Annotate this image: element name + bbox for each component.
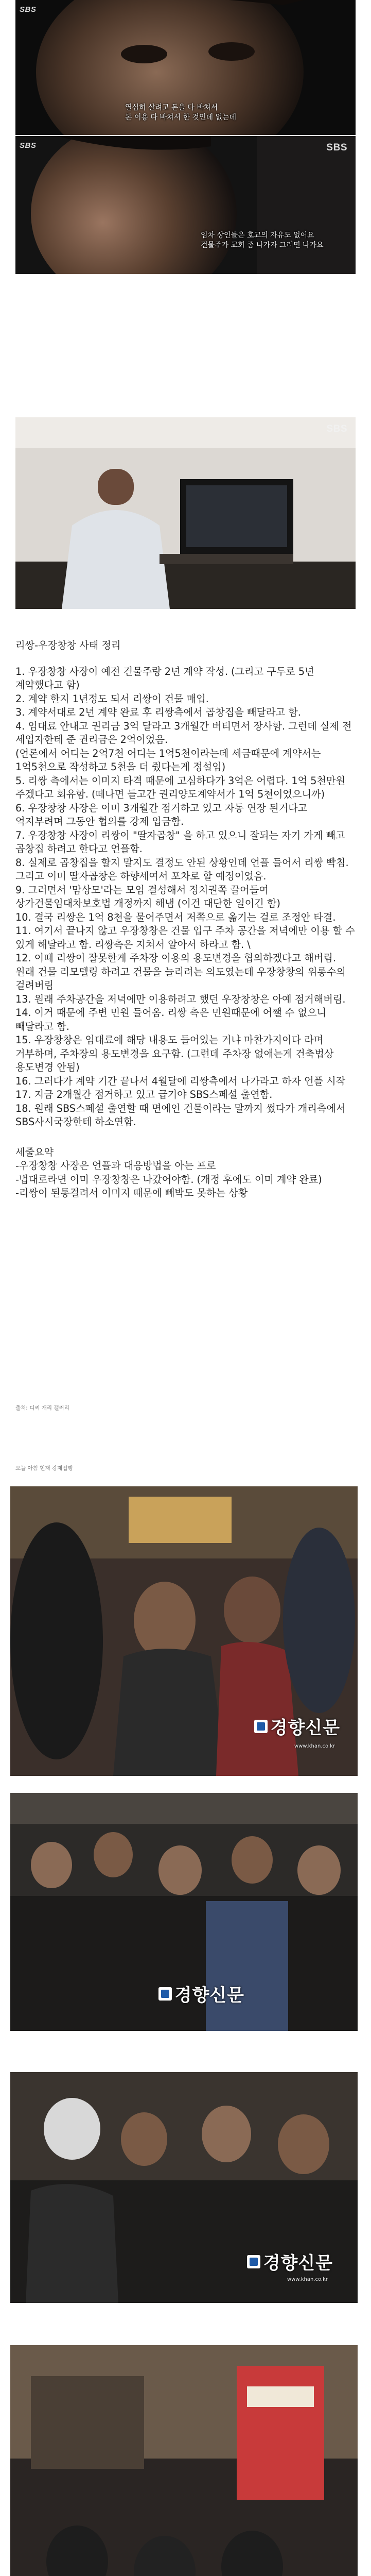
news-photo-3: [10, 2072, 358, 2303]
article-paragraph: 2. 계약 한지 1년정도 되서 리쌍이 건물 매입.: [15, 692, 209, 705]
article-title: 리쌍-우장창창 사태 정리: [15, 639, 121, 651]
news-photo-2: [10, 1793, 358, 2031]
sbs-channel-logo-3: SBS: [326, 423, 347, 434]
press-name: 경향신문: [263, 2253, 333, 2274]
article-paragraph: 17. 지금 2개월간 점거하고 있고 급기야 SBS스페셜 출연함.: [15, 1089, 273, 1100]
video-subtitle-1a: 열심히 살려고 돈을 다 바쳐서: [125, 104, 218, 112]
press-watermark-3: [247, 2249, 333, 2274]
video-subtitle-2b: 건물주가 교회 좀 나가자 그러면 나가요: [201, 241, 324, 249]
article-paragraph: 16. 그러다가 계약 기간 끝나서 4월달에 리쌍측에서 나가라고 하자 언플 시작: [15, 1075, 346, 1087]
press-name: 경향신문: [174, 1985, 244, 2006]
man-at-computer-image: [15, 417, 356, 609]
photo-caption: 오늘 아침 현재 강제집행: [15, 1465, 73, 1471]
press-url: www.khan.co.kr: [294, 1743, 335, 1749]
article-paragraph: 5. 리쌍 측에서는 이미지 타격 때문에 고심하다가 3억은 어렵다. 1억 5천만원 주겠다고 회유함. (떼나면 들고간 권리양도계약서가 1억 5천이었으니까): [15, 774, 349, 800]
press-logo-icon: [158, 1987, 172, 2001]
news-photo-4: [10, 2345, 358, 2576]
article-paragraph: 13. 원래 주차공간을 저녁에만 이용하려고 했던 우장창창은 아예 점거해버림.: [15, 993, 346, 1005]
video-subtitle-1b: 돈 이용 다 바쳐서 한 것인데 없는데: [125, 113, 237, 122]
press-url: www.khan.co.kr: [287, 2277, 328, 2282]
press-watermark-1: [254, 1714, 340, 1739]
article-paragraph: 15. 우장창창은 임대료에 해당 내용도 들어있는 거냐 마찬가지이다 라며 거부하며, 주차장의 용도변경을 요구함. (그런데 주차장 없애는게 건축법상 용도변경 안됨): [15, 1034, 337, 1073]
article-paragraphs: [15, 665, 358, 1129]
article-paragraph: (언론에서 어디는 2억7천 어디는 1억5천이라는데 세금때문에 계약서는 1억5천으로 작성하고 5천을 더 줬다는게 정설임): [15, 747, 324, 773]
sbs-channel-logo: SBS: [326, 142, 347, 153]
article-paragraph: 7. 우장창창 사장이 리쌍이 "딸자곱창" 을 하고 있으니 잘되는 자기 가게 빼고 곱창집 하려고 한다고 언플함.: [15, 829, 348, 855]
summary-title: 세줄요약: [15, 1146, 54, 1158]
video-frame-3: [15, 417, 356, 609]
article-paragraph: 1. 우장창창 사장이 예전 건물주랑 2년 계약 작성. (그리고 구두로 5년 계약했다고 함): [15, 665, 317, 691]
sbs-special-logo: SBS: [20, 5, 37, 14]
news-photo-1: [10, 1486, 358, 1776]
article-paragraph: 4. 임대료 안내고 권리금 3억 달라고 3개월간 버티면서 장사함. 그런데 실제 전 세입자한테 준 권리금은 2억이었음.: [15, 720, 355, 745]
video-frame-2: [15, 136, 356, 274]
article-body: [15, 639, 358, 1200]
press-watermark-2: [158, 1981, 244, 2006]
source-caption: 출처: 디씨 개리 갤러리: [15, 1405, 69, 1411]
video-frame-1: [15, 0, 356, 135]
article-paragraph: 9. 그러면서 '맘상모'라는 모임 결성해서 정치권쪽 끌어들여 상가건물임대차보호법 개정까지 해냄 (이건 대단한 일이긴 함): [15, 884, 280, 909]
video-subtitle-2a: 임차 상인들은 호교의 자유도 없어요: [201, 231, 314, 240]
eviction-street-image-4: [10, 2345, 358, 2576]
summary-item: -우장창창 사장은 언플과 대응방법을 아는 프로: [15, 1160, 216, 1172]
summary-item: -리쌍이 된통걸려서 이미지 때문에 빼박도 못하는 상황: [15, 1187, 248, 1199]
press-logo-icon: [247, 2255, 260, 2268]
article-paragraph: 12. 이때 리쌍이 잘못한게 주차장 이용의 용도변경을 협의하겠다고 해버림. 원래 건물 리모델링 하려고 건물을 늘리려는 의도였는데 우장창창의 위롱수의 걸려버림: [15, 952, 349, 991]
summary-list: [15, 1159, 355, 1200]
article-paragraph: 11. 여기서 끝나지 않고 우장창창은 건물 입구 주차 공간을 저녁에만 이용 할 수 있게 해달라고 함. 리쌍측은 지쳐서 알아서 하라고 함. \: [15, 925, 358, 951]
article-paragraph: 10. 결국 리쌍은 1억 8천을 물어주면서 저쪽으로 옮기는 걸로 조정안 타결.: [15, 911, 336, 923]
article-paragraph: 14. 이거 때문에 주변 민원 들어옴. 리쌍 측은 민원때문에 어쨀 수 없으니 빼달라고 함.: [15, 1007, 330, 1032]
article-paragraph: 18. 원래 SBS스페셜 출연할 때 면에인 건물이라는 말까지 썼다가 개리측에서 SBS사시국장한테 하소연함.: [15, 1102, 349, 1128]
article-paragraph: 3. 계약서대로 2년 계약 완료 후 리쌍측에서 곱창집을 빼달라고 함.: [15, 706, 301, 718]
press-name: 경향신문: [270, 1718, 340, 1738]
press-logo-icon: [254, 1720, 268, 1733]
summary-item: -법대로라면 이미 우장창창은 나갔어야함. (개정 후에도 이미 계약 완료): [15, 1173, 322, 1185]
article-paragraph: 6. 우장창창 사장은 이미 3개월간 점거하고 있고 자동 연장 된거다고 억지부려며 그동안 협의를 강제 입금함.: [15, 802, 311, 827]
article-paragraph: 8. 실제로 곱창집을 할지 말지도 결정도 안된 상황인데 언플 들어서 리쌍 빡침. 그리고 이미 딸자곱창은 하향세여서 포차로 할 예정이었음.: [15, 856, 352, 882]
interview-face-image: [15, 136, 356, 274]
sbs-special-logo-2: SBS: [20, 141, 37, 150]
